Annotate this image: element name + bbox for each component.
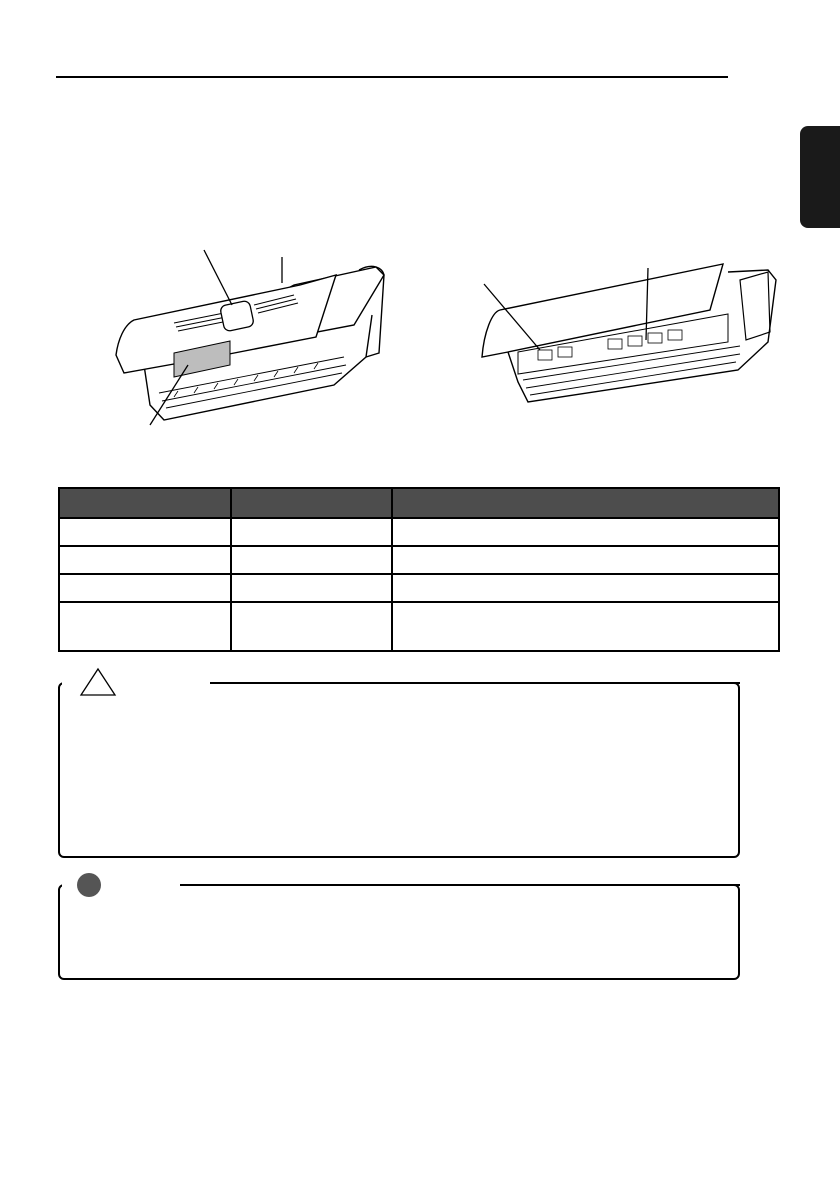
- table-header-cell: [231, 488, 392, 518]
- table-cell: [231, 574, 392, 602]
- table-cell: [231, 602, 392, 651]
- note-title-rule: [180, 884, 740, 886]
- header-rule: [56, 76, 728, 78]
- table-cell: [392, 574, 779, 602]
- table-cell: [59, 518, 231, 546]
- table-cell: [231, 546, 392, 574]
- table-cell: [231, 518, 392, 546]
- section-side-tab: [800, 126, 840, 228]
- table-header-cell: [59, 488, 231, 518]
- table-row: [59, 574, 779, 602]
- table-row: [59, 518, 779, 546]
- table-row: [59, 602, 779, 651]
- table-header-row: [59, 488, 779, 518]
- table-cell: [59, 602, 231, 651]
- caution-box: [58, 682, 740, 858]
- indoor-unit-rear-illustration: [478, 262, 783, 412]
- warning-triangle-icon: [78, 667, 118, 697]
- parts-table: [58, 487, 780, 652]
- figure-indoor-unit-rear: [478, 262, 783, 412]
- table-cell: [59, 574, 231, 602]
- table-header-cell: [392, 488, 779, 518]
- table-row: [59, 546, 779, 574]
- table-cell: [392, 546, 779, 574]
- table-cell: [392, 602, 779, 651]
- table-cell: [392, 518, 779, 546]
- info-circle-icon: [77, 873, 101, 897]
- note-box: [58, 884, 740, 980]
- table-cell: [59, 546, 231, 574]
- figure-indoor-unit-front: [104, 245, 404, 440]
- indoor-unit-front-illustration: [104, 245, 404, 440]
- caution-title-rule: [210, 682, 740, 684]
- callout-leader-1: [204, 250, 232, 305]
